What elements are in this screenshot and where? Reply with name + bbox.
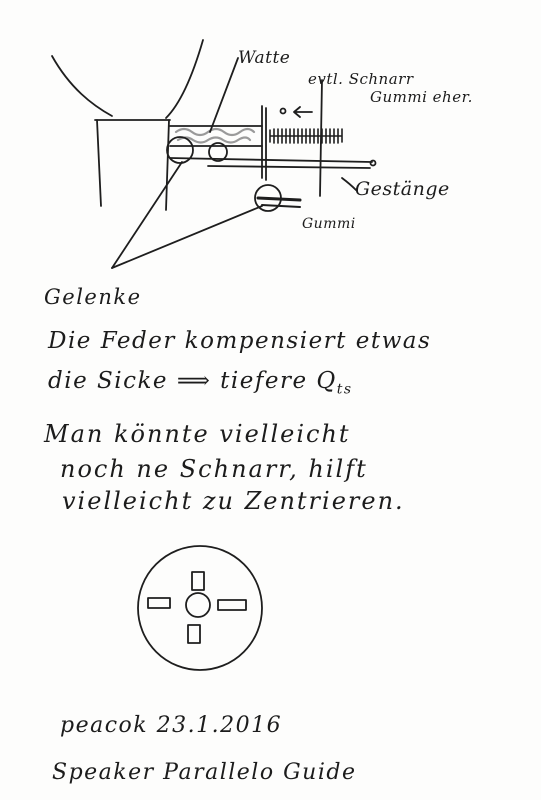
signature-title: Speaker Parallelo Guide xyxy=(52,760,357,785)
schnarr-dot xyxy=(281,109,286,114)
rod-end xyxy=(371,161,376,166)
guide-disc-hub xyxy=(186,593,210,617)
rubber-pad xyxy=(258,198,300,200)
speaker-cone-outline xyxy=(52,56,112,116)
slot-right xyxy=(218,600,246,610)
note-line-2-text: die Sicke ⟹ tiefere Q xyxy=(48,368,337,394)
rubber-pad-2 xyxy=(262,205,300,207)
speaker-cone-outline-right xyxy=(166,40,203,118)
speaker-frame-right xyxy=(166,120,169,210)
label-schnarr: evtl. Schnarr xyxy=(308,70,414,88)
slot-top xyxy=(192,572,204,590)
label-watte: Watte xyxy=(238,48,291,68)
note-line-1: Die Feder kompensiert etwas xyxy=(48,328,432,354)
note-line-5: vielleicht zu Zentrieren. xyxy=(62,487,405,515)
label-gummi-eher: Gummi eher. xyxy=(370,88,473,106)
linkage-rod-lower xyxy=(208,166,370,168)
label-gummi: Gummi xyxy=(302,216,356,232)
slot-left xyxy=(148,598,170,608)
watte-pointer xyxy=(210,58,238,132)
speaker-frame-left xyxy=(97,120,101,206)
frame-post xyxy=(320,80,322,196)
linkage-rod xyxy=(170,158,372,162)
note-gelenke: Gelenke xyxy=(44,285,142,309)
joint-pointer-right xyxy=(112,206,262,268)
slot-bottom xyxy=(188,625,200,643)
signature-author-date: peacok 23.1.2016 xyxy=(60,713,283,738)
schnarr-arrow xyxy=(294,107,312,117)
joint-pointer-left xyxy=(112,162,182,268)
spring-coil xyxy=(270,129,342,143)
gestaenge-pointer xyxy=(342,178,356,190)
label-gestaenge: Gestänge xyxy=(355,178,450,200)
note-line-2-subscript: ts xyxy=(336,381,353,398)
note-line-3: Man könnte vielleicht xyxy=(44,420,351,448)
note-line-4: noch ne Schnarr, hilft xyxy=(60,455,368,483)
note-line-2 xyxy=(48,368,353,398)
